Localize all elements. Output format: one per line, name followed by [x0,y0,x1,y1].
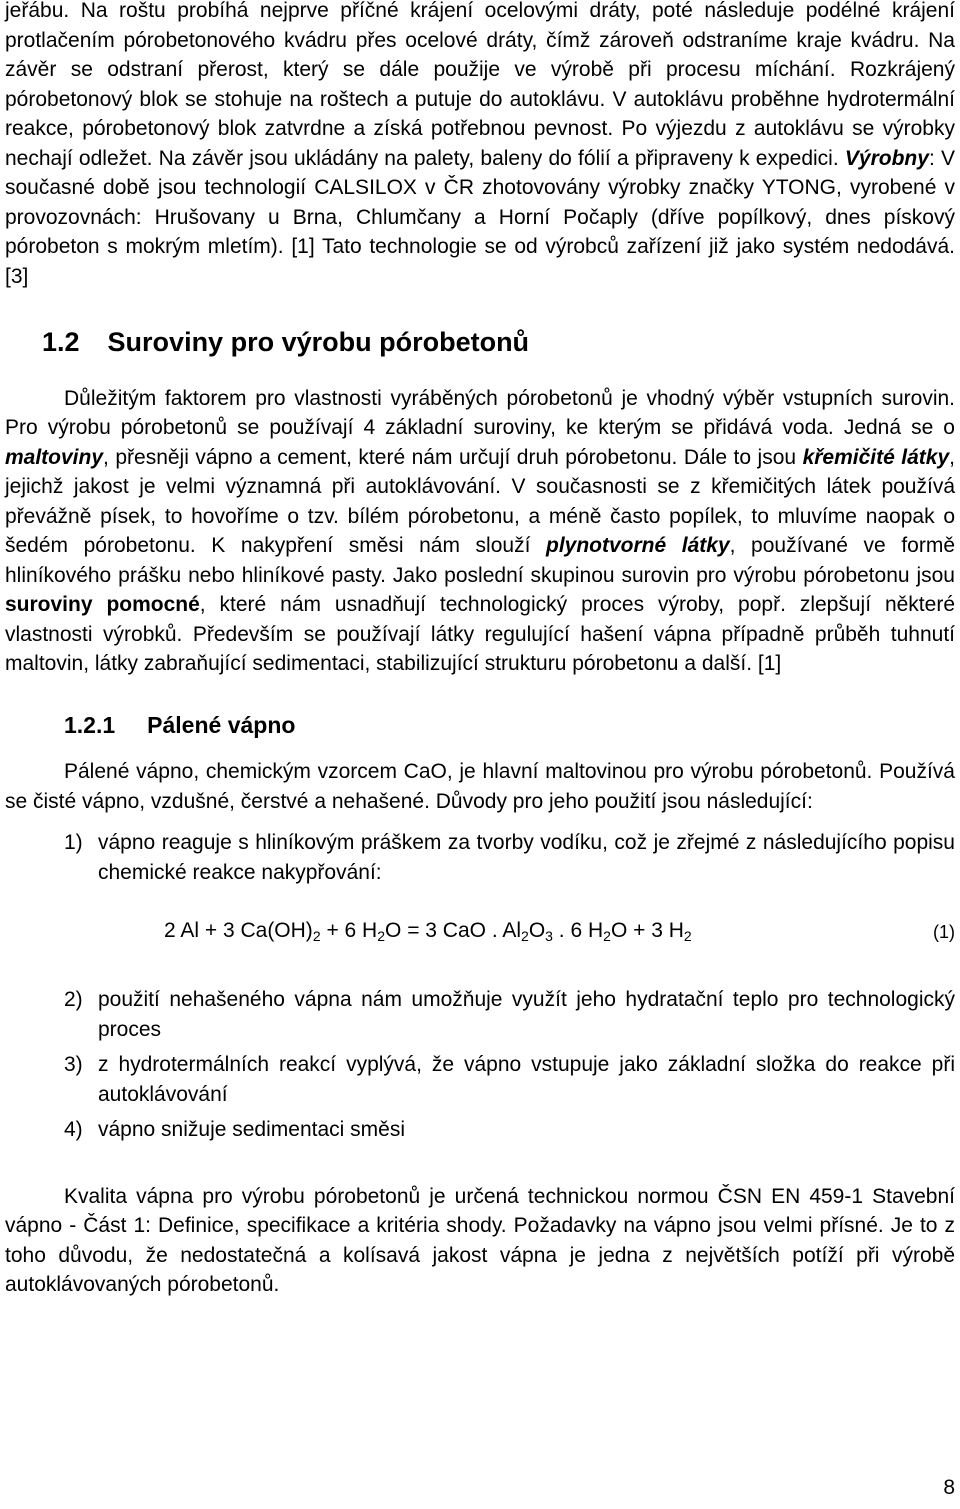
list-item [5,985,955,1044]
subsection-number: 1.2.1 [64,711,116,738]
section-paragraph [5,384,955,679]
top-paragraph [5,0,955,291]
subsection-intro: Pálené vápno, chemickým vzorcem CaO, je hlavní maltovinou pro výrobu pórobetonů. Používá se čisté vápno, vzdušné, čerstvé a nehašené. Důvody pro jeho použití jsou následující: [5,760,955,813]
list-marker: 3) [64,1053,83,1076]
list-item-text: vápno reaguje s hliníkovým práškem za tvorby vodíku, což je zřejmé z následujícího popisu chemické reakce nakypřování: [98,831,955,884]
list-item [5,828,955,887]
term-kremicite-latky: křemičité látky [802,445,950,469]
list-marker: 1) [64,831,83,854]
section-text-3: , jejichž jakost je velmi významná při autoklávování. V současnosti se z křemičitých látek používá převážně písek, to hovoříme o tzv. bílém pórobetonu, a méně často popílek, to mluvíme naopak o šedém pórobetonu. K nakypření směsi nám slouží [5,445,955,557]
document-page [5,0,955,1300]
list-marker: 2) [64,988,83,1011]
equation-expression: 2 Al + 3 $Ca(OH)_2 + 6$ $H_2O = 3$ CaO . $Al_2O_3$ . 6 $H_2O + 3$ $H_2$ [164,919,692,944]
section-number: 1.2 [42,327,80,357]
list-item-text: použití nehašeného vápna nám umožňuje využít jeho hydratační teplo pro technologický proces [98,988,955,1041]
term-plynotvorne-latky: plynotvorné látky [546,534,730,557]
list-item [5,1050,955,1109]
subsection-heading [64,711,955,741]
section-text-5: , které nám usnadňují technologický proces výroby, popř. zlepšují některé vlastnosti výrobků. Především se používají látky regulující hašení vápna případně průběh tuhnutí maltovin, látky zabraňující sedimentaci, stabilizující strukturu pórobetonu a další. [1] [5,593,955,675]
section-text-1: Důležitým faktorem pro vlastnosti vyráběných pórobetonů je vhodný výběr vstupních surovin. Pro výrobu pórobetonů se používají 4 základní suroviny, ke kterým se přidává voda. Jedná se o [5,386,955,439]
closing-paragraph: Kvalita vápna pro výrobu pórobetonů je určená technickou normou ČSN EN 459-1 Stavební vápno - Část 1: Definice, specifikace a kritéria shody. Požadavky na vápno jsou velmi přísné. Je to z toho důvodu, že nedostatečná a kolísavá jakost vápna je jedna z největších potíží při výrobě autoklávovaných pórobetonů. [5,1184,955,1296]
subsection-title: Pálené vápno [147,711,296,738]
chemical-equation [5,916,955,948]
production-description: jeřábu. Na roštu probíhá nejprve příčné krájení ocelovými dráty, poté následuje podélné krájení protlačením pórobetonového kvádru přes ocelové dráty, čímž zároveň odstraníme kraje kvádru. Na závěr se odstraní přerost, který se dále použije ve výrobě při procesu míchání. Rozkrájený pórobetonový blok se stohuje na roštech a putuje do autoklávu. V autoklávu proběhne hydrotermální reakce, pórobetonový blok zatvrdne a získá potřebnou pevnost. Po výjezdu z autoklávu se výrobky nechají odležet. Na závěr jsou ukládány na palety, baleny do fólií a připraveny k expedici. [5,0,955,170]
page-number: 8 [943,1476,955,1499]
list-item-text: vápno snižuje sedimentaci směsi [98,1118,405,1141]
term-suroviny-pomocne: suroviny pomocné [5,593,200,616]
vyrobny-text: : V současné době jsou technologií CALSILOX v ČR zhotovovány výrobky značky YTONG, vyrobené v provozovnách: Hrušovany u Brna, Chlumčany a Horní Počaply (dříve popílkový, dnes pískový pórobeton s mokrým mletím). [1] Tato technologie se od výrobců zařízení již jako systém nedodává. [3] [5,146,955,288]
section-title: Suroviny pro výrobu pórobetonů [107,327,530,357]
section-text-4: , používané ve formě hliníkového prášku nebo hliníkové pasty. Jako poslední skupinou surovin pro výrobu pórobetonu jsou [5,534,955,587]
section-heading [42,328,955,358]
reasons-list [5,828,955,1145]
list-marker: 4) [64,1118,83,1141]
section-text-2: , přesněji vápno a cement, které nám určují druh pórobetonu. Dále to jsou [103,445,803,469]
list-item [5,1115,955,1145]
term-maltoviny: maltoviny [5,445,104,469]
list-item-text: z hydrotermálních reakcí vyplývá, že vápno vstupuje jako základní složka do reakce při autoklávování [98,1053,955,1106]
vyrobny-label: Výrobny [844,146,929,170]
equation-number: (1) [933,922,955,942]
